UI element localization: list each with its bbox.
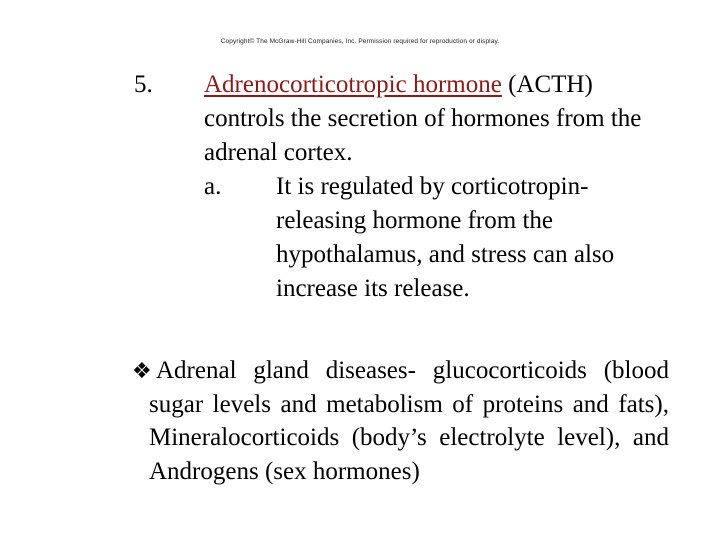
copyright-notice: Copyright© The McGraw-Hill Companies, Inc. Permission required for reproduction or display. bbox=[220, 38, 500, 45]
sub-item-text: It is regulated by corticotropin-releasing hormone from the hypothalamus, and stress can also increase its release. bbox=[276, 173, 615, 302]
bullet-text: Adrenal gland diseases- glucocorticoids (blood sugar levels and metabolism of proteins and fats), Mineralocorticoids (body’s electrolyte level), and Androgens (sex hormones) bbox=[149, 357, 669, 485]
item-body: (ACTH) controls the secretion of hormones from the adrenal cortex. bbox=[204, 71, 642, 166]
bullet-paragraph bbox=[132, 354, 669, 488]
item-text bbox=[204, 68, 674, 170]
hormone-link[interactable]: Adrenocorticotropic hormone bbox=[204, 71, 502, 98]
diamond-bullet-icon: ❖ bbox=[132, 358, 152, 383]
sub-item-letter: a. bbox=[204, 173, 222, 200]
item-number: 5. bbox=[134, 71, 153, 98]
